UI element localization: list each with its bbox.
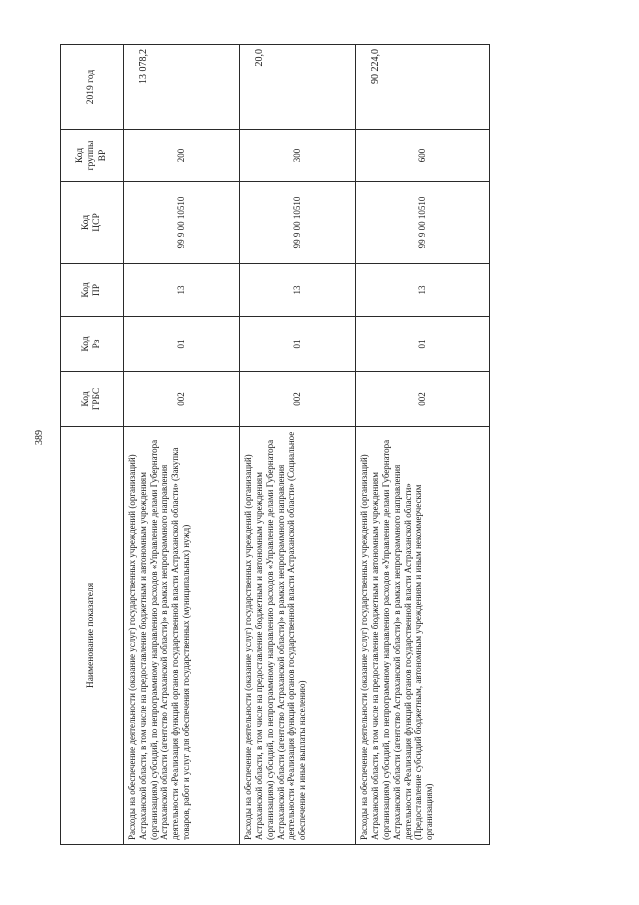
header-rz-line-2: Рз	[92, 339, 102, 349]
table-row	[124, 45, 240, 845]
row-name: Расходы на обеспечение деятельности (оказание услуг) государственных учреждений (организаций) Астраханской области, в том числе на предоставление бюджетным и автономным учреждениям (организациям) субсидий, по непрограммному направлению расходов «Управление делами Губернатора Астраханской области (агентство Астраханской области)» в рамках непрограммного направления деятельности «Реализация функций органов государственной власти Астраханской области» (Предоставление субсидий бюджетным, автономным учреждениям и иным некоммерческим организациям)	[356, 427, 490, 845]
row-grbs: 002	[240, 372, 356, 427]
header-pr-line-2: ПР	[92, 283, 102, 297]
row-csr: 99 9 00 10510	[240, 182, 356, 264]
header-pr	[61, 264, 124, 317]
row-pr: 13	[240, 264, 356, 317]
row-csr: 99 9 00 10510	[124, 182, 240, 264]
row-pr: 13	[356, 264, 490, 317]
row-amount: 13 078,2	[124, 45, 240, 130]
table-row	[240, 45, 356, 845]
header-year: 2019 год	[61, 45, 124, 130]
row-csr: 99 9 00 10510	[356, 182, 490, 264]
table-header-row	[61, 45, 124, 845]
row-rz: 01	[240, 317, 356, 372]
row-rz: 01	[124, 317, 240, 372]
page-number: 389	[34, 430, 45, 445]
header-pr-line-1: Код	[80, 282, 91, 298]
header-csr-line-2: ЦСР	[92, 213, 102, 232]
header-vr-line-3: ВР	[97, 149, 108, 162]
row-amount: 90 224,0	[356, 45, 490, 130]
row-grbs: 002	[356, 372, 490, 427]
header-rz	[61, 317, 124, 372]
header-vr	[61, 130, 124, 182]
header-grbs-line-1: Код	[80, 391, 91, 407]
row-grbs: 002	[124, 372, 240, 427]
rotated-page-content	[60, 45, 490, 845]
header-vr-line-2: группы	[86, 140, 97, 171]
header-rz-line-1: Код	[80, 336, 91, 352]
row-pr: 13	[124, 264, 240, 317]
budget-table	[60, 44, 490, 845]
header-csr	[61, 182, 124, 264]
row-vr: 600	[356, 130, 490, 182]
header-name: Наименование показателя	[61, 427, 124, 845]
row-vr: 200	[124, 130, 240, 182]
row-rz: 01	[356, 317, 490, 372]
header-grbs-line-2: ГРБС	[92, 387, 102, 411]
row-name: Расходы на обеспечение деятельности (оказание услуг) государственных учреждений (организаций) Астраханской области, в том числе на предоставление бюджетным и автономным учреждениям (организациям) субсидий, по непрограммному направлению расходов «Управление делами Губернатора Астраханской области (агентство Астраханской области)» в рамках непрограммного направления деятельности «Реализация функций органов государственной власти Астраханской области» (Социальное обеспечение и иные выплаты населению)	[240, 427, 356, 845]
row-name: Расходы на обеспечение деятельности (оказание услуг) государственных учреждений (организаций) Астраханской области, в том числе на предоставление бюджетным и автономным учреждениям (организациям) субсидий, по непрограммному направлению расходов «Управление делами Губернатора Астраханской области (агентство Астраханской области)» в рамках непрограммного направления деятельности «Реализация функций органов государственной власти Астраханской области» (Закупка товаров, работ и услуг для обеспечения государственных (муниципальных) нужд)	[124, 427, 240, 845]
table-row	[356, 45, 490, 845]
header-vr-line-1: Код	[74, 147, 85, 164]
row-vr: 300	[240, 130, 356, 182]
row-amount: 20,0	[240, 45, 356, 130]
header-grbs	[61, 372, 124, 427]
header-csr-line-1: Код	[80, 214, 91, 231]
